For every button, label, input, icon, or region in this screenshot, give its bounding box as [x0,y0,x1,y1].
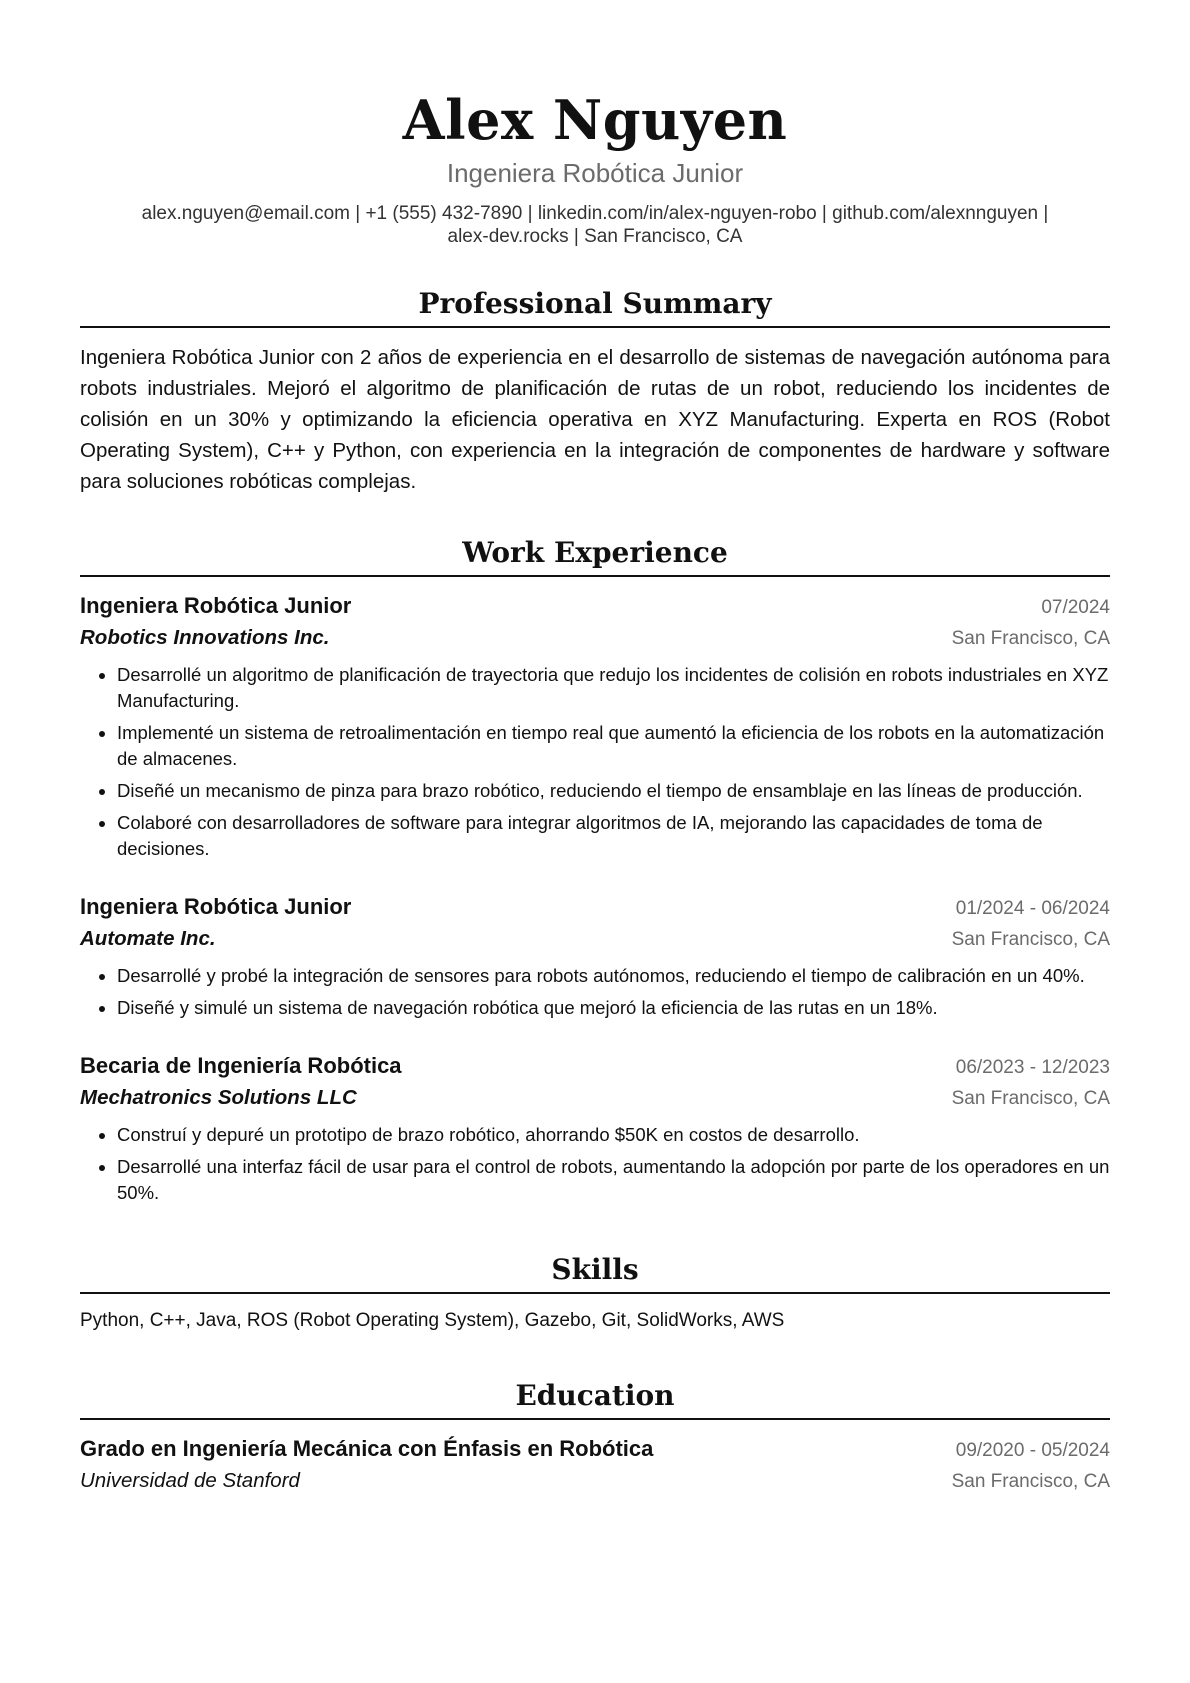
education-header-row [80,1434,1110,1466]
experience-section [80,535,1110,1206]
job-header-row [80,591,1110,623]
bullet-item: • Colaboré con desarrolladores de software para integrar algoritmos de IA, mejorando las capacidades de toma de decisiones. [117,810,1110,862]
job-entry [80,892,1110,1021]
bullet-item: • Desarrollé y probé la integración de sensores para robots autónomos, reduciendo el tiempo de calibración en un 40%. [117,963,1110,989]
job-bullets [80,662,1110,862]
summary-heading: Professional Summary [80,286,1110,328]
job-location: San Francisco, CA [951,929,1110,950]
job-title: Becaria de Ingeniería Robótica [80,1053,402,1078]
job-company: Robotics Innovations Inc. [80,626,330,649]
job-title: Ingeniera Robótica Junior [80,894,352,919]
contact-line-1: alex.nguyen@email.com | +1 (555) 432-7890 | linkedin.com/in/alex-nguyen-robo | github.com/alexnnguyen | [141,203,1049,224]
bullet-item: • Diseñé un mecanismo de pinza para brazo robótico, reduciendo el tiempo de ensamblaje en las líneas de producción. [117,778,1110,804]
job-company: Mechatronics Solutions LLC [80,1086,357,1109]
education-heading: Education [80,1378,1110,1420]
bullet-item: • Implementé un sistema de retroalimentación en tiempo real que aumentó la eficiencia de los robots en la automatización de almacenes. [117,720,1110,772]
summary-section [80,286,1110,497]
resume-page [80,0,1110,1497]
education-entry [80,1434,1110,1497]
job-date: 06/2023 - 12/2023 [955,1057,1110,1078]
contact-info [80,202,1110,248]
job-company-row [80,1083,1110,1114]
job-location: San Francisco, CA [951,1088,1110,1109]
resume-header [80,0,1110,248]
skills-heading: Skills [80,1252,1110,1294]
job-company-row [80,924,1110,955]
summary-text: Ingeniera Robótica Junior con 2 años de experiencia en el desarrollo de sistemas de navegación autónoma para robots industriales. Mejoró el algoritmo de planificación de rutas de un robot, reduciendo los incidentes de colisión en un 30% y optimizando la eficiencia operativa en XYZ Manufacturing. Experta en ROS (Robot Operating System), C++ y Python, con experiencia en la integración de componentes de hardware y software para soluciones robóticas complejas. [80,346,1110,493]
bullet-item: • Desarrollé un algoritmo de planificación de trayectoria que redujo los incidentes de colisión en robots industriales en XYZ Manufacturing. [117,662,1110,714]
job-entry [80,591,1110,862]
degree-title: Grado en Ingeniería Mecánica con Énfasis en Robótica [80,1436,654,1461]
job-company-row [80,623,1110,654]
candidate-name: Alex Nguyen [402,88,788,152]
job-header-row [80,1051,1110,1083]
education-date: 09/2020 - 05/2024 [955,1440,1110,1461]
job-date: 07/2024 [1041,597,1110,618]
school-name: Universidad de Stanford [80,1469,300,1492]
bullet-item: • Construí y depuré un prototipo de brazo robótico, ahorrando $50K en costos de desarrollo. [117,1122,1110,1148]
bullet-item: • Desarrollé una interfaz fácil de usar para el control de robots, aumentando la adopción por parte de los operadores en un 50%. [117,1154,1110,1206]
job-bullets [80,963,1110,1021]
bullet-item: • Diseñé y simulé un sistema de navegación robótica que mejoró la eficiencia de las rutas en un 18%. [117,995,1110,1021]
job-bullets [80,1122,1110,1206]
candidate-title: Ingeniera Robótica Junior [446,158,744,188]
job-header-row [80,892,1110,924]
job-date: 01/2024 - 06/2024 [955,898,1110,919]
job-company: Automate Inc. [80,927,216,950]
skills-list: Python, C++, Java, ROS (Robot Operating System), Gazebo, Git, SolidWorks, AWS [80,1310,785,1331]
skills-section [80,1252,1110,1334]
contact-line-2: alex-dev.rocks | San Francisco, CA [447,226,743,247]
education-school-row [80,1466,1110,1497]
job-entry [80,1051,1110,1206]
education-location: San Francisco, CA [951,1471,1110,1492]
education-section [80,1378,1110,1497]
job-location: San Francisco, CA [951,628,1110,649]
job-title: Ingeniera Robótica Junior [80,593,352,618]
experience-heading: Work Experience [80,535,1110,577]
